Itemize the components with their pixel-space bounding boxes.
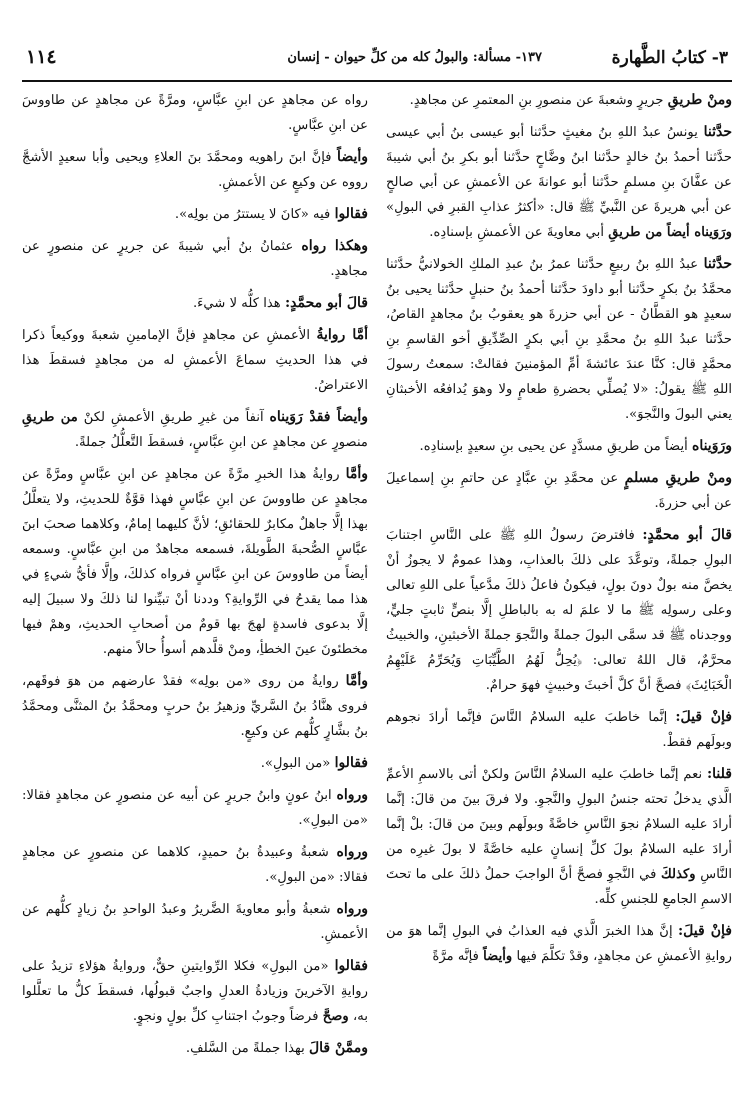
paragraph [22, 1036, 368, 1061]
paragraph [22, 669, 368, 744]
page-number: ١١٤ [26, 46, 57, 68]
paragraph-lead: ورواه [336, 901, 368, 917]
paragraph-lead: فقالوا [334, 206, 368, 222]
paragraph-lead: وأيضاً [337, 149, 368, 165]
paragraph [22, 954, 368, 1029]
paragraph-text: جريرٍ وشعبةَ عن منصورِ بنِ المعتمرِ عن مجاهدٍ. [409, 93, 668, 108]
paragraph-text: إنَّ هذا الخبرَ الَّذي فيه العذابُ في البولِ إنَّما هوَ من روايةِ الأعمشِ عن مجاهدٍ، وقدْ تكلَّمَ فيها [386, 924, 732, 964]
paragraph [22, 783, 368, 833]
paragraph-lead: قالَ أبو محمَّدٍ: [284, 295, 368, 311]
paragraph [386, 120, 732, 245]
left-column [22, 88, 368, 1094]
paragraph [386, 705, 732, 755]
paragraph-text: «من البولِ». [260, 756, 335, 771]
paragraph-text: آنفاً من غيرِ طريقِ الأعمشِ لكنْ [77, 410, 270, 425]
paragraph [22, 405, 368, 455]
paragraph-text: نعم إنَّما خاطبَ عليه السلامُ النَّاسَ ولكنْ أتى بالاسمِ الأعمِّ الَّذي يدخلُ تحته جنسُ البولِ والنَّجوِ. ولا فرقَ بينَ من قالَ: إنَّما أرادَ عليه السلامُ نجوَ النَّاسِ خاصَّةً وبولَهم وبينَ من قالَ: بلْ إنَّما أرادَ عليه السلامُ بولَ كلِّ إنسانٍ عليه خاصَّةً لا بولَ غيرِه من النَّاسِ [386, 767, 732, 882]
paragraph-lead: وأمَّا [345, 673, 368, 689]
paragraph-text: بهذا جملةً من السَّلفِ. [185, 1041, 309, 1056]
paragraph-highlight: وصحَّ [322, 1009, 349, 1024]
page-header [22, 40, 732, 82]
paragraph-lead: فإنْ قيلَ: [675, 709, 732, 725]
paragraph-text: روايةُ من روى «من بولِه» فقدْ عارضهم من هوَ فوقَهم، فروى هنَّادُ بنُ السَّريِّ وزهيرُ بنُ حربٍ ومحمَّدُ بنُ المثنَّى ومحمَّدُ بنُ بشَّارٍ كلُّهم عن وكيعٍ. [22, 674, 368, 739]
paragraph [22, 145, 368, 195]
paragraph-text: عثمانُ بنُ أبي شيبةَ عن جريرٍ عن منصورٍ عن مجاهدٍ. [22, 239, 368, 279]
paragraph [22, 291, 368, 316]
paragraph [386, 523, 732, 698]
paragraph [386, 466, 732, 516]
text-columns [22, 88, 732, 1094]
paragraph-lead: وأيضاً فقدْ رَوَيناه [269, 409, 368, 425]
paragraph-text: شعبةُ وعبيدةُ بنُ حميدٍ، كلاهما عن منصورٍ عن مجاهدٍ فقالا: «من البولِ». [22, 845, 368, 885]
paragraph-text: فافترضَ رسولُ اللهِ ﷺ على النَّاسِ اجتنابَ البولِ جملةً، وتوعَّدَ على ذلكَ بالعذابِ، وهذا عمومٌ لا يجوزُ أنْ يخصَّ منه بولٌ دونَ بولٍ، فيكونُ فاعلُ ذلكَ مدَّعياً على اللهِ تعالى وعلى رسولِه ﷺ ما لا علمَ له به بالباطلِ إلَّا بنصٍّ ثابتٍ جليٍّ، ووجدناه ﷺ قد سمَّى البولَ جملةً والنَّجوَ جملةً الأخبثينِ، والخبيثُ محرَّمٌ، قال اللهُ تعالى: ﴿يُحِلُّ لَهُمُ الطَّيِّبَاتِ وَيُحَرِّمُ عَلَيْهِمُ الْخَبَائِثَ﴾ فصحَّ أنَّ كلَّ أخبثَ وخبيثٍ فهوَ حرامٌ. [386, 528, 732, 693]
paragraph-tail: أبي معاويةَ عن الأعمشِ بإسنادِه. [429, 225, 609, 240]
paragraph-text: عبدُ اللهِ بنُ ربيعٍ حدَّثنا عمرُ بنُ عبدِ الملكِ الخولانيُّ حدَّثنا محمَّدُ بنُ بكرٍ حدَّثنا أبو داودَ حدَّثنا أحمدُ بنُ حنبلٍ حدَّثنا يحيى بنُ سعيدٍ هو القطَّانُ - عن أبي حزرةَ هو يعقوبُ بنُ مجاهدٍ القاصُ، حدَّثنا عبدُ اللهِ بنُ محمَّدِ بنِ أبي بكرٍ الصِّدِّيقِ أخو القاسمِ بنِ محمَّدٍ قال: كنَّا عندَ عائشةَ أمِّ المؤمنينَ فقالتْ: سمعتُ رسولَ اللهِ ﷺ يقولُ: «لا يُصلِّي بحضرةِ طعامٍ ولا وهوَ يُدافعُه الأخبثانِ يعني البولَ والنَّجوَ». [386, 257, 732, 422]
paragraph-lead: حدَّثنا [703, 124, 732, 140]
section-title: ١٣٧- مسألة: والبولُ كله من كلِّ حيوان - إنسان [287, 50, 542, 65]
paragraph-text: عن محمَّدِ بنِ عبَّادٍ عن حاتمِ بنِ إسماعيلَ عن أبي حزرةَ. [386, 471, 732, 511]
paragraph-lead: فقالوا [334, 958, 368, 974]
paragraph-text: ابنُ عونٍ وابنُ جريرٍ عن أبيه عن منصورٍ عن مجاهدٍ فقالا: «من البولِ». [22, 788, 368, 828]
paragraph [386, 919, 732, 969]
paragraph-text: فيه «كانَ لا يستترُ من بولِه». [174, 207, 335, 222]
paragraph [22, 234, 368, 284]
paragraph [386, 762, 732, 912]
paragraph-lead: حدَّثنا [703, 256, 732, 272]
paragraph-lead: فقالوا [334, 755, 368, 771]
paragraph [22, 897, 368, 947]
paragraph-lead: وممَّنْ قالَ [308, 1040, 368, 1056]
paragraph-tail: في النَّجوِ فصحَّ أنَّ الواجبَ حملُ ذلكَ على ما تحتَ الاسمِ الجامعِ للجنسِ كلِّه. [386, 867, 732, 907]
paragraph-tail: فرضاً وجوبُ اجتنابِ كلِّ بولٍ ونجوٍ. [132, 1009, 323, 1024]
paragraph-lead: أمَّا روايةُ [316, 327, 368, 343]
paragraph-text: فإنَّ ابنَ راهويه ومحمَّدَ بنَ العلاءِ ويحيى وأبا سعيدٍ الأشجَّ رووه عن وكيعٍ عن الأعمشِ. [22, 150, 368, 190]
paragraph [386, 252, 732, 427]
paragraph [22, 751, 368, 776]
paragraph-highlight: من طريقِ [22, 410, 78, 425]
paragraph-text: «من البولِ» فكلا الرِّوايتينِ حقٌّ، وروايةُ هؤلاءِ تزيدُ على روايةِ الآخرينَ وزيادةُ العدلِ واجبٌ قبولُها، فسقطَ كلُّ ما تعلَّلوا به، [22, 959, 368, 1024]
paragraph-lead: وأمَّا [345, 466, 368, 482]
paragraph-lead: وهكذا رواه [301, 238, 368, 254]
paragraph-lead: ومنْ طريقِ مسلمٍ [624, 470, 732, 486]
paragraph-lead: ورَوَيناه [691, 438, 732, 454]
paragraph-text: هذا كلُّه لا شيءَ. [192, 296, 285, 311]
paragraph-highlight: وأيضاً [483, 949, 513, 964]
paragraph-lead: ورواه [336, 844, 368, 860]
paragraph-tail: منصورٍ عن مجاهدٍ عن ابنِ عبَّاسٍ، فسقطَ التَّعلُّلُ جملةً. [74, 435, 368, 450]
paragraph-text: الأعمشِ عن مجاهدٍ فإنَّ الإمامينِ شعبةَ ووكيعاً ذكرا في هذا الحديثِ سماعَ الأعمشِ له من مجاهدٍ فسقطَ هذا الاعتراضُ. [22, 328, 368, 393]
paragraph [22, 88, 368, 138]
paragraph [22, 323, 368, 398]
paragraph-text: يونسُ عبدُ اللهِ بنُ مغيثٍ حدَّثنا أبو عيسى بنُ أبي عيسى حدَّثنا أحمدُ بنُ خالدٍ حدَّثنا ابنُ وضَّاحٍ حدَّثنا أبو بكرِ بنُ أبي شيبةَ عن عفَّانَ بنِ مسلمٍ حدَّثنا أبو عوانةَ عن الأعمشِ عن أبي صالحٍ عن أبي هريرةَ عن النَّبيِّ ﷺ قال: «أكثرُ عذابِ القبرِ في البولِ» [386, 125, 732, 215]
paragraph-lead: قالَ أبو محمَّدٍ: [642, 527, 732, 543]
paragraph-lead: ورواه [336, 787, 368, 803]
right-column [386, 88, 732, 1094]
paragraph [22, 462, 368, 662]
paragraph [22, 202, 368, 227]
paragraph [386, 88, 732, 113]
paragraph-text: شعبةُ وأبو معاويةَ الضَّريرُ وعبدُ الواحدِ بنُ زيادٍ كلُّهم عن الأعمشِ. [22, 902, 368, 942]
paragraph-highlight: وكذلكَ [660, 867, 696, 882]
paragraph-lead: فإنْ قيلَ: [678, 923, 732, 939]
paragraph-lead: قلنا: [707, 766, 732, 782]
paragraph-text: رواه عن مجاهدٍ عن ابنِ عبَّاسٍ، ومرَّةً عن مجاهدٍ عن طاووسَ عن ابنِ عبَّاسٍ. [22, 93, 368, 133]
paragraph [386, 434, 732, 459]
paragraph-text: أيضاً من طريقِ مسدَّدٍ عن يحيى بنِ سعيدٍ بإسنادِه. [419, 439, 692, 454]
paragraph-text: روايةُ هذا الخبرِ مرَّةً عن مجاهدٍ عن ابنِ عبَّاسٍ ومرَّةً عن مجاهدٍ عن طاووسَ عن ابنِ عبَّاسٍ فهذا قوَّةٌ للحديثِ، ولا يتعلَّلُ بهذا إلَّا جاهلٌ مكابرٌ للحقائقِ؛ لأنَّ كليهما إمامٌ، وكلاهما صحبَ ابنَ عبَّاسٍ الصُّحبةَ الطَّويلةَ، فسمعه مجاهدٌ من ابنِ عبَّاسٍ. وسمعه أيضاً من طاووسَ عن ابنِ عبَّاسٍ فرواه كذلكَ، وإلَّا فأيُّ شيءٍ في هذا مما يقدحُ في الرِّوايةِ؟ وددنا أنْ تبيِّنوا لنا ذلكَ ولا سبيلَ إليه إلَّا بدعوى فاسدةٍ لهجَ بها قومٌ من أصحابِ الحديثِ، وهمْ فيها مخطئونَ عينَ الخطأِ، ومنْ قلَّدهم أسوأُ حالاً منهم. [22, 467, 368, 657]
paragraph-tail: فإنَّه مرَّةً [432, 949, 484, 964]
paragraph-lead: ومنْ طريقِ [667, 92, 732, 108]
paragraph-text: إنَّما خاطبَ عليه السلامُ النَّاسَ فإنَّما أرادَ نجوهم وبولَهم فقطْ. [386, 710, 732, 750]
paragraph-highlight: ورَوَيناه أيضاً من طريقِ [608, 225, 732, 240]
paragraph [22, 840, 368, 890]
book-title: ٣- كتابُ الطَّهارة [611, 48, 728, 68]
